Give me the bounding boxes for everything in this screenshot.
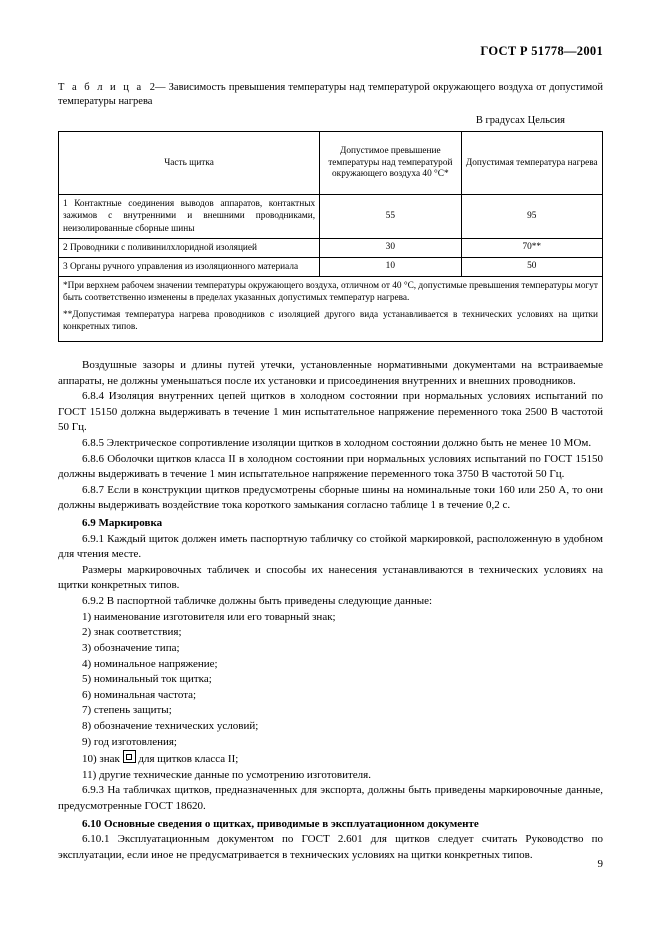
paragraph-6-10-1: 6.10.1 Эксплуатационным документом по ГОСТ 2.601 для щитков следует считать Руководство по эксплуатации, если иное не предусматривается в технических условиях на щитки конкретных типов. bbox=[58, 833, 603, 861]
paragraph-marking-sizes: Размеры маркировочных табличек и способы их нанесения устанавливаются в технических условиях на щитки конкретных типов. bbox=[58, 563, 603, 592]
table-header-row bbox=[59, 132, 603, 195]
paragraph-air-gaps: Воздушные зазоры и длины путей утечки, установленные нормативными документами на встраиваемые аппараты, не должны уменьшаться после их установки и присоединения внутренних и внешних проводников. bbox=[58, 358, 603, 387]
list-item: 9) год изготовления; bbox=[82, 735, 177, 748]
table-cell-rise: 10 bbox=[320, 257, 461, 276]
table-cell-label: 1 Контактные соединения выводов аппаратов, контактных зажимов с внутренними и внешними проводниками, неизолированные сборные шины bbox=[59, 195, 320, 238]
table-notes-row bbox=[59, 276, 603, 341]
list-item: 1) наименование изготовителя или его товарный знак; bbox=[82, 610, 336, 623]
list-item: 7) степень защиты; bbox=[82, 704, 172, 717]
list-item: 11) другие технические данные по усмотрению изготовителя. bbox=[82, 768, 371, 781]
table-cell-temp: 70** bbox=[461, 238, 602, 257]
table-caption-number: 2 bbox=[149, 82, 155, 93]
list-item-10-suffix: для щитков класса II; bbox=[138, 753, 239, 766]
paragraph-6-8-5: 6.8.5 Электрическое сопротивление изоляции щитков в холодном состоянии должно быть не менее 10 МОм. bbox=[82, 436, 592, 449]
paragraph-6-9-3: 6.9.3 На табличках щитков, предназначенных для экспорта, должны быть приведены маркировочные данные, предусмотренные ГОСТ 18620. bbox=[58, 784, 603, 812]
list-item-10-prefix: 10) знак bbox=[82, 753, 120, 766]
paragraph-6-8-7: 6.8.7 Если в конструкции щитков предусмотрены сборные шины на номинальные токи 160 или 250 А, то они должны выдерживать воздействие тока короткого замыкания согласно таблице 1 в течение 0,2 с. bbox=[58, 483, 603, 512]
paragraph-6-8-6: 6.8.6 Оболочки щитков класса II в холодном состоянии при нормальных условиях испытаний по ГОСТ 15150 должны выдерживать в течение 1 мин испытательное напряжение переменного тока 3750 В частотой 50 Гц. bbox=[58, 452, 603, 481]
class-two-symbol-icon bbox=[123, 750, 136, 763]
table-caption-text: — Зависимость превышения температуры над температурой окружающего воздуха от допустимой температуры нагрева bbox=[58, 82, 603, 108]
paragraph-6-9-1: 6.9.1 Каждый щиток должен иметь паспортную табличку со стойкой маркировкой, расположенную в удобном для чтения месте. bbox=[58, 532, 603, 561]
body-content bbox=[58, 358, 603, 864]
table-row bbox=[59, 257, 603, 276]
table-column-header-rise: Допустимое превышение температуры над температурой окружающего воздуха 40 °С* bbox=[320, 132, 461, 195]
list-item: 5) номинальный ток щитка; bbox=[82, 673, 212, 686]
paragraph-6-8-4: 6.8.4 Изоляция внутренних цепей щитков в холодном состоянии при нормальных условиях испытаний по ГОСТ 15150 должна выдерживать в течение 1 мин испытательное напряжение переменного тока 2500 В частотой 50 Гц. bbox=[58, 390, 603, 434]
list-item: 2) знак соответствия; bbox=[82, 626, 182, 639]
table-row bbox=[59, 195, 603, 238]
table-cell-label: 2 Проводники с поливинилхлоридной изоляцией bbox=[59, 238, 320, 257]
page-header: ГОСТ Р 51778—2001 bbox=[480, 44, 603, 58]
table-units-line: В градусах Цельсия bbox=[475, 115, 565, 127]
list-item: 3) обозначение типа; bbox=[82, 641, 180, 654]
table-column-header-temp: Допустимая температура нагрева bbox=[461, 132, 602, 195]
table-note-2: **Допустимая температура нагрева проводников с изоляцией другого вида устанавливается в технических условиях на щитки конкретных типов. bbox=[63, 309, 598, 333]
table-row bbox=[59, 238, 603, 257]
paragraph-6-9-2: 6.9.2 В паспортной табличке должны быть приведены следующие данные: bbox=[82, 595, 433, 608]
table-caption-prefix: Т а б л и ц а bbox=[58, 82, 144, 93]
table-cell-temp: 95 bbox=[461, 195, 602, 238]
table-cell-rise: 30 bbox=[320, 238, 461, 257]
page-number: 9 bbox=[597, 858, 603, 870]
list-item-class-two bbox=[58, 750, 603, 768]
table-column-header-part: Часть щитка bbox=[59, 132, 320, 195]
list-item: 8) обозначение технических условий; bbox=[82, 719, 259, 732]
table-caption bbox=[58, 81, 603, 109]
heading-operating-info: 6.10 Основные сведения о щитках, приводимые в эксплуатационном документе bbox=[82, 817, 479, 830]
table-cell-temp: 50 bbox=[461, 257, 602, 276]
temperature-table bbox=[58, 131, 603, 342]
table-notes-cell bbox=[59, 276, 603, 341]
list-item: 6) номинальная частота; bbox=[82, 688, 197, 701]
table-cell-rise: 55 bbox=[320, 195, 461, 238]
heading-marking: 6.9 Маркировка bbox=[82, 517, 163, 530]
list-item: 4) номинальное напряжение; bbox=[82, 657, 218, 670]
table-note-1: *При верхнем рабочем значении температуры окружающего воздуха, отличном от 40 °С, допустимые превышения температуры могут быть соответственно изменены в пределах указанных допустимых температур нагрева. bbox=[63, 280, 598, 304]
table-cell-label: 3 Органы ручного управления из изоляционного материала bbox=[59, 257, 320, 276]
